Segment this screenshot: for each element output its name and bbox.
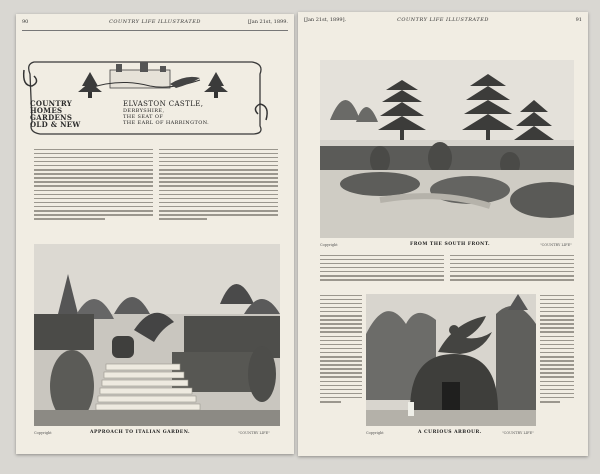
right-text-column-a xyxy=(320,252,444,292)
right-page-header xyxy=(304,17,582,27)
left-page-date: [Jan 21st, 1899. xyxy=(247,19,288,25)
country-homes-logo xyxy=(30,100,81,128)
italian-garden-caption: APPROACH TO ITALIAN GARDEN. xyxy=(90,430,191,435)
italian-garden-credit-left: Copyright xyxy=(34,431,52,435)
curious-arbour-caption: A CURIOUS ARBOUR. xyxy=(418,430,482,435)
left-text-column-1 xyxy=(34,146,153,231)
curious-arbour-credit-right: "COUNTRY LIFE" xyxy=(502,431,534,435)
right-page-number: 91 xyxy=(575,17,582,23)
left-text-column-2 xyxy=(159,146,278,231)
south-front-credit-left: Copyright xyxy=(320,243,338,247)
italian-garden-photo xyxy=(34,244,280,426)
left-article-body xyxy=(34,146,278,231)
right-narrow-column-right xyxy=(540,292,574,432)
left-page-header xyxy=(22,19,288,29)
right-text-column-b xyxy=(450,252,574,292)
right-page-date: [Jan 21st, 1899]. xyxy=(304,17,347,23)
curious-arbour-photo xyxy=(366,294,536,426)
header-rule xyxy=(22,30,288,31)
italian-garden-credit-right: "COUNTRY LIFE" xyxy=(238,431,270,435)
headline-county: DERBYSHIRE, xyxy=(123,108,165,114)
headline-owner: THE EARL OF HARRINGTON. xyxy=(123,120,210,126)
logo-line-4: OLD & NEW xyxy=(30,120,81,129)
right-running-title: COUNTRY LIFE ILLUSTRATED xyxy=(397,17,489,23)
left-running-title: COUNTRY LIFE ILLUSTRATED xyxy=(109,19,201,25)
south-front-caption: FROM THE SOUTH FRONT. xyxy=(410,242,491,247)
right-narrow-column-left xyxy=(320,292,362,432)
curious-arbour-credit-left: Copyright xyxy=(366,431,384,435)
headline-seat-of: THE SEAT OF xyxy=(123,114,164,120)
castle-illustration xyxy=(78,62,228,98)
article-headline xyxy=(123,100,209,126)
headline-title: ELVASTON CASTLE, xyxy=(123,100,204,108)
south-front-credit-right: "COUNTRY LIFE" xyxy=(540,243,572,247)
south-front-photo xyxy=(320,60,574,238)
logo-line-1: COUNTRY xyxy=(30,99,73,108)
right-article-body-top xyxy=(320,252,574,292)
left-page-number: 90 xyxy=(22,19,29,25)
logo-line-2: HOMES xyxy=(30,106,63,115)
logo-line-3: GARDENS xyxy=(30,113,73,122)
